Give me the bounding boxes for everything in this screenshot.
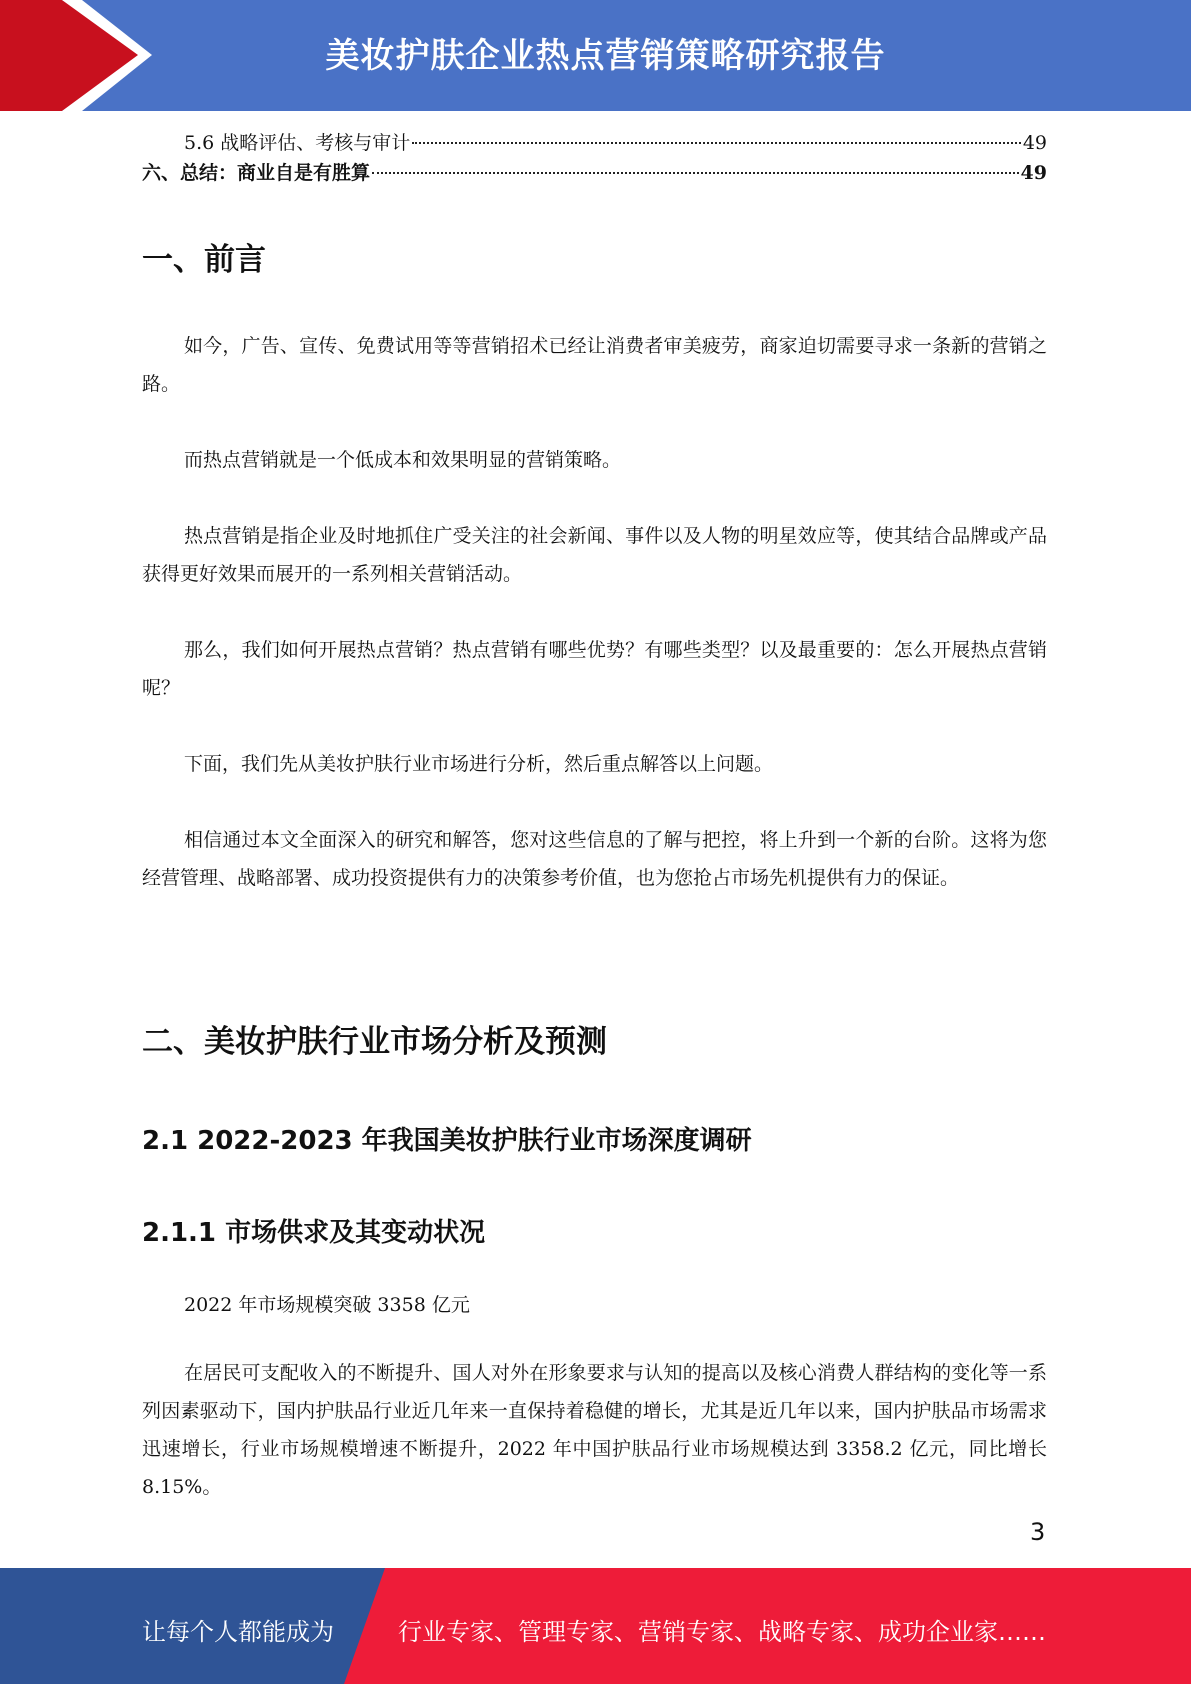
subsection-heading: 2.1 2022-2023 年我国美妆护肤行业市场深度调研 — [142, 1126, 752, 1156]
page-footer — [0, 1568, 1191, 1684]
paragraph: 热点营销是指企业及时地抓住广受关注的社会新闻、事件以及人物的明星效应等，使其结合品牌或产品获得更好效果而展开的一系列相关营销活动。 — [142, 525, 1047, 585]
toc-entry-label: 5.6 战略评估、考核与审计 — [184, 132, 411, 154]
toc-entry[interactable] — [142, 128, 1047, 158]
paragraph: 2022 年市场规模突破 3358 亿元 — [184, 1294, 470, 1316]
footer-slogan-right: 行业专家、管理专家、营销专家、战略专家、成功企业家…… — [398, 1618, 1046, 1646]
paragraph: 那么，我们如何开展热点营销？热点营销有哪些优势？有哪些类型？以及最重要的：怎么开展热点营销呢？ — [142, 639, 1047, 699]
footer-slogan-left: 让每个人都能成为 — [142, 1618, 334, 1646]
subsection-heading: 2.1.1 市场供求及其变动状况 — [142, 1218, 486, 1248]
toc-entry-label: 六、总结：商业自是有胜算 — [142, 162, 371, 184]
toc-entry[interactable] — [142, 158, 1047, 188]
section-heading-market: 二、美妆护肤行业市场分析及预测 — [142, 1024, 607, 1060]
paragraph: 相信通过本文全面深入的研究和解答，您对这些信息的了解与把控，将上升到一个新的台阶。这将为您经营管理、战略部署、成功投资提供有力的决策参考价值，也为您抢占市场先机提供有力的保证。 — [142, 829, 1047, 889]
page-header — [0, 0, 1191, 111]
toc-entry-page: 49 — [1022, 132, 1047, 154]
toc-leader — [412, 142, 1021, 144]
toc-leader — [372, 172, 1019, 174]
paragraph: 如今，广告、宣传、免费试用等等营销招术已经让消费者审美疲劳，商家迫切需要寻求一条新的营销之路。 — [142, 335, 1047, 395]
toc-entry-page: 49 — [1020, 162, 1047, 184]
paragraph: 而热点营销就是一个低成本和效果明显的营销策略。 — [184, 449, 622, 471]
paragraph: 在居民可支配收入的不断提升、国人对外在形象要求与认知的提高以及核心消费人群结构的变化等一系列因素驱动下，国内护肤品行业近几年来一直保持着稳健的增长，尤其是近几年以来，国内护肤品市场需求迅速增长，行业市场规模增速不断提升，2022 年中国护肤品行业市场规模达到 3358.2 亿元，同比增长 8.15%。 — [142, 1362, 1047, 1498]
table-of-contents — [142, 128, 1047, 188]
section-heading-preface: 一、前言 — [142, 242, 266, 278]
report-title: 美妆护肤企业热点营销策略研究报告 — [325, 36, 886, 76]
paragraph: 下面，我们先从美妆护肤行业市场进行分析，然后重点解答以上问题。 — [184, 753, 774, 775]
page-number: 3 — [1030, 1518, 1046, 1546]
